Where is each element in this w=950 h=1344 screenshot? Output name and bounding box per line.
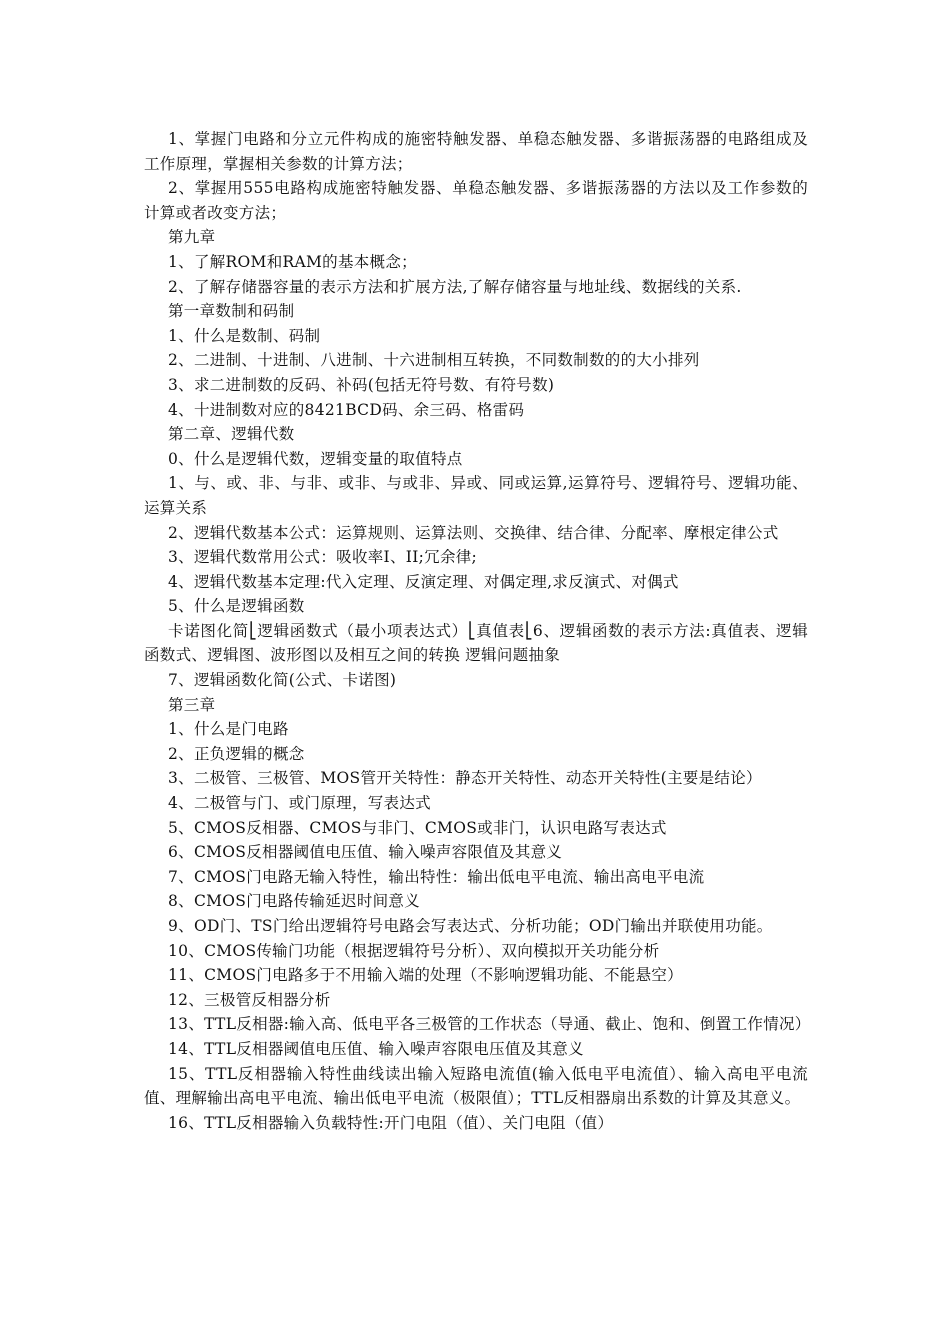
- paragraph: 5、CMOS反相器、CMOS与非门、CMOS或非门，认识电路写表达式: [168, 818, 667, 837]
- paragraph: 13、TTL反相器:输入高、低电平各三极管的工作状态（导通、截止、饱和、倒置工作情况）: [168, 1015, 811, 1034]
- paragraph: 4、逻辑代数基本定理:代入定理、反演定理、对偶定理,求反演式、对偶式: [168, 572, 679, 591]
- paragraph: 1、什么是数制、码制: [168, 326, 321, 345]
- paragraph: 3、逻辑代数常用公式：吸收率I、II;冗余律;: [168, 548, 478, 567]
- document-body: [144, 127, 811, 1135]
- chapter-heading: 第一章数制和码制: [168, 302, 295, 321]
- paragraph: 0、什么是逻辑代数，逻辑变量的取值特点: [168, 449, 463, 468]
- paragraph: 15、TTL反相器输入特性曲线读出输入短路电流值(输入低电平电流值）、输入高电平电流值、理解输出高电平电流、输出低电平电流（极限值）；TTL反相器扇出系数的计算及其意义。: [144, 1064, 808, 1108]
- paragraph: 2、二进制、十进制、八进制、十六进制相互转换，不同数制数的的大小排列: [168, 351, 700, 370]
- paragraph: 4、二极管与门、或门原理，写表达式: [168, 794, 431, 813]
- paragraph: 6、CMOS反相器阈值电压值、输入噪声容限值及其意义: [168, 843, 563, 862]
- paragraph: 3、求二进制数的反码、补码(包括无符号数、有符号数): [168, 375, 555, 394]
- paragraph: 7、CMOS门电路无输入特性，输出特性：输出低电平电流、输出高电平电流: [168, 867, 705, 886]
- paragraph: 8、CMOS门电路传输延迟时间意义: [168, 892, 421, 911]
- paragraph: 1、了解ROM和RAM的基本概念；: [168, 252, 417, 271]
- paragraph: 1、什么是门电路: [168, 720, 289, 739]
- chapter-heading: 第三章: [168, 695, 216, 714]
- paragraph: 11、CMOS门电路多于不用输入端的处理（不影响逻辑功能、不能悬空）: [168, 966, 683, 985]
- paragraph: 14、TTL反相器阈值电压值、输入噪声容限电压值及其意义: [168, 1039, 584, 1058]
- paragraph: 3、二极管、三极管、MOS管开关特性：静态开关特性、动态开关特性(主要是结论）: [168, 769, 762, 788]
- paragraph: 12、三极管反相器分析: [168, 990, 331, 1009]
- paragraph: 2、掌握用555电路构成施密特触发器、单稳态触发器、多谐振荡器的方法以及工作参数的计算或者改变方法；: [144, 179, 808, 222]
- paragraph: 2、逻辑代数基本公式：运算规则、运算法则、交换律、结合律、分配率、摩根定律公式: [168, 523, 779, 542]
- chapter-heading: 第九章: [168, 228, 216, 247]
- paragraph: 16、TTL反相器输入负载特性:开门电阻（值）、关门电阻（值）: [168, 1113, 614, 1132]
- paragraph: 2、了解存储器容量的表示方法和扩展方法,了解存储容量与地址线、数据线的关系.: [168, 277, 742, 296]
- paragraph: 1、掌握门电路和分立元件构成的施密特触发器、单稳态触发器、多谐振荡器的电路组成及工作原理，掌握相关参数的计算方法；: [144, 130, 808, 173]
- paragraph: 1、与、或、非、与非、或非、与或非、异或、同或运算,运算符号、逻辑符号、逻辑功能、运算关系: [144, 474, 808, 517]
- paragraph: 4、十进制数对应的8421BCD码、余三码、格雷码: [168, 400, 525, 419]
- chapter-heading: 第二章、逻辑代数: [168, 425, 295, 444]
- paragraph: 7、逻辑函数化简(公式、卡诺图): [168, 671, 397, 690]
- paragraph: 9、OD门、TS门给出逻辑符号电路会写表达式、分析功能；OD门输出并联使用功能。: [168, 917, 773, 935]
- paragraph: 10、CMOS传输门功能（根据逻辑符号分析）、双向模拟开关功能分析: [168, 941, 660, 960]
- paragraph: 卡诺图化简⎣逻辑函数式（最小项表达式）⎣真值表⎣6、逻辑函数的表示方法:真值表、逻辑函数式、逻辑图、波形图以及相互之间的转换 逻辑问题抽象: [144, 621, 808, 665]
- paragraph: 5、什么是逻辑函数: [168, 597, 305, 616]
- paragraph: 2、正负逻辑的概念: [168, 744, 305, 763]
